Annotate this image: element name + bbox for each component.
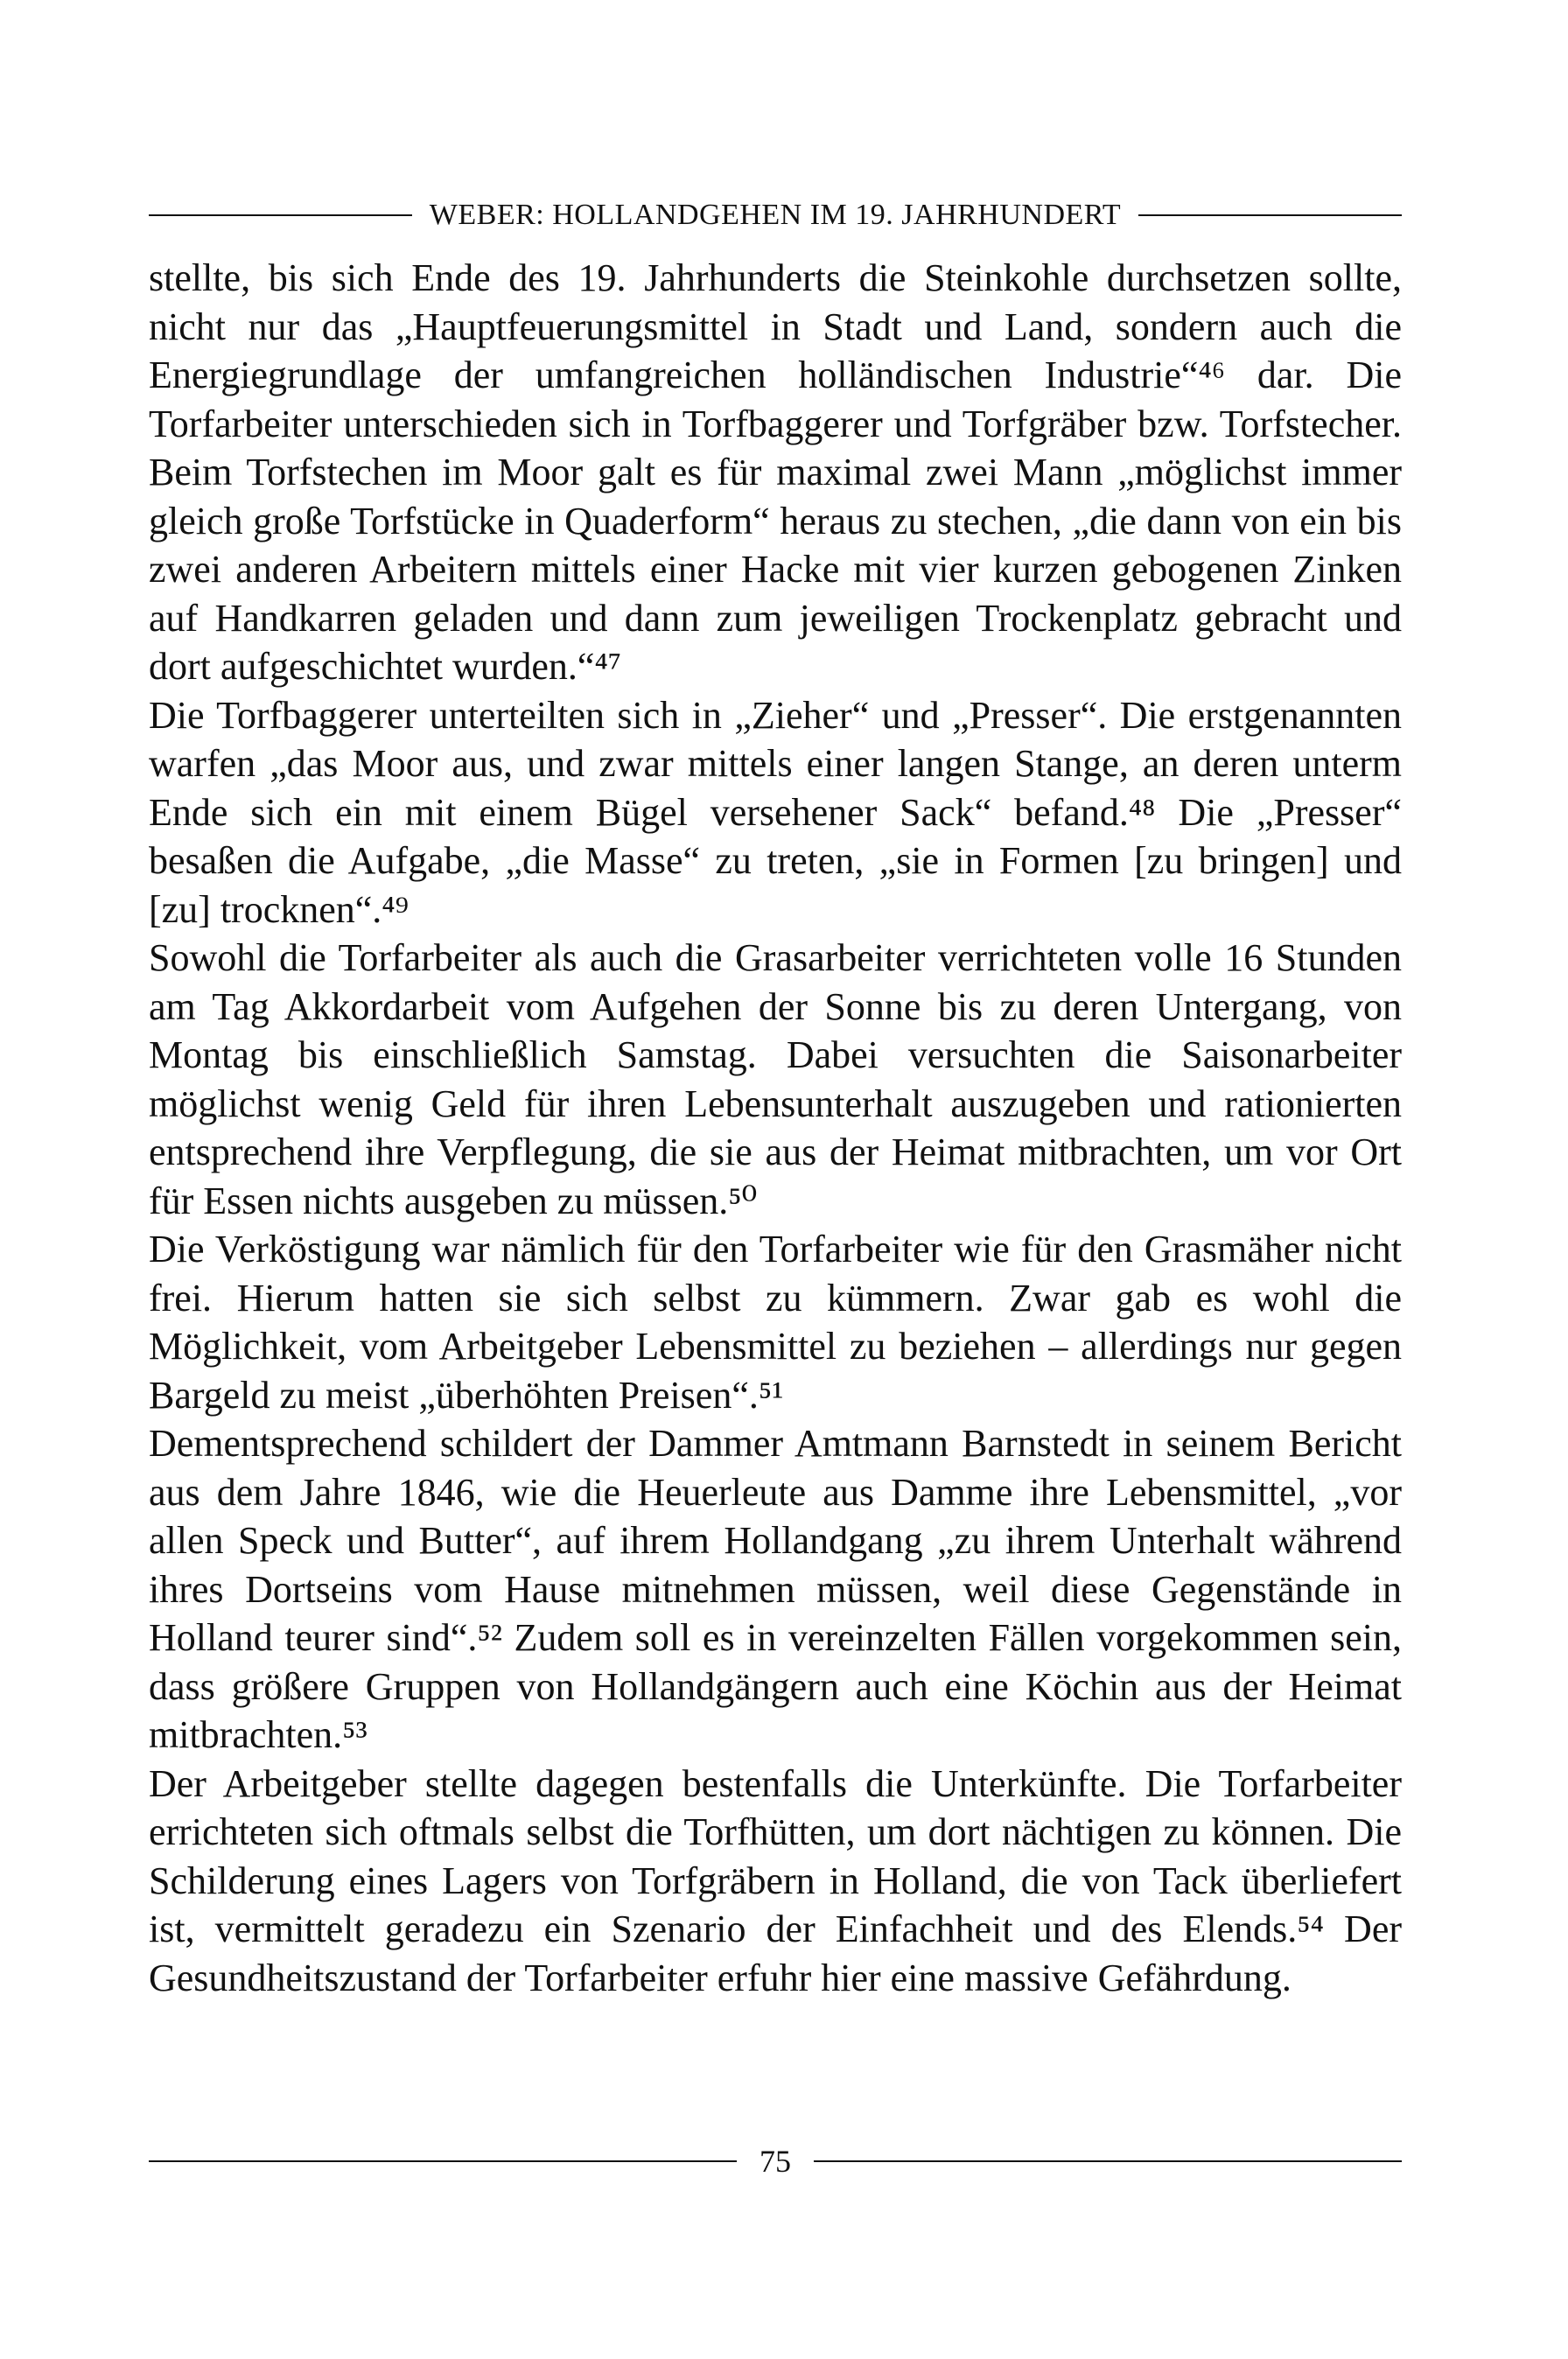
header-rule-left bbox=[149, 214, 412, 216]
page-footer bbox=[149, 2142, 1402, 2180]
paragraph: stellte, bis sich Ende des 19. Jahrhunderts die Steinkohle durchsetzen sollte, nicht nur das „Hauptfeuerungsmittel in Stadt und Land, sondern auch die Energiegrundlage der umfangreichen holländischen Industrie“⁴⁶ dar. Die Torfarbeiter unterschieden sich in Torfbaggerer und Torfgräber bzw. Torfstecher. Beim Torfstechen im Moor galt es für maximal zwei Mann „möglichst immer gleich große Torfstücke in Quaderform“ heraus zu stechen, „die dann von ein bis zwei anderen Arbeitern mittels einer Hacke mit vier kurzen gebogenen Zinken auf Handkarren geladen und dann zum jeweiligen Trockenplatz gebracht und dort aufgeschichtet wurden.“⁴⁷ bbox=[149, 256, 1402, 688]
paragraph: Der Arbeitgeber stellte dagegen bestenfalls die Unterkünfte. Die Torfarbeiter errichteten sich oftmals selbst die Torfhütten, um dort nächtigen zu können. Die Schilderung eines Lagers von Torfgräbern in Holland, die von Tack überliefert ist, vermittelt geradezu ein Szenario der Einfachheit und des Elends.⁵⁴ Der Gesundheitszustand der Torfarbeiter erfuhr hier eine massive Gefährdung. bbox=[149, 1761, 1402, 1999]
paragraph: Die Verköstigung war nämlich für den Torfarbeiter wie für den Grasmäher nicht frei. Hierum hatten sie sich selbst zu kümmern. Zwar gab es wohl die Möglichkeit, vom Arbeitgeber Lebensmittel zu beziehen – allerdings nur gegen Bargeld zu meist „überhöhten Preisen“.⁵¹ bbox=[149, 1228, 1402, 1417]
body-text bbox=[149, 254, 1402, 2002]
paragraph: Sowohl die Torfarbeiter als auch die Grasarbeiter verrichteten volle 16 Stunden am Tag Akkordarbeit vom Aufgehen der Sonne bis zu deren Untergang, von Montag bis einschließlich Samstag. Dabei versuchten die Saisonarbeiter möglichst wenig Geld für ihren Lebensunterhalt auszugeben und rationierten entsprechend ihre Verpflegung, die sie aus der Heimat mitbrachten, um vor Ort für Essen nichts ausgeben zu müssen.⁵⁰ bbox=[149, 936, 1402, 1222]
running-header bbox=[149, 194, 1402, 236]
paragraph: Die Torfbaggerer unterteilten sich in „Zieher“ und „Presser“. Die erstgenannten warfen „das Moor aus, und zwar mittels einer langen Stange, an deren unterm Ende sich ein mit einem Bügel versehener Sack“ befand.⁴⁸ Die „Presser“ besaßen die Aufgabe, „die Masse“ zu treten, „sie in Formen [zu bringen] und [zu] trocknen“.⁴⁹ bbox=[149, 693, 1402, 931]
page-number: 75 bbox=[760, 2144, 791, 2179]
footer-rule-left bbox=[149, 2160, 737, 2162]
footer-rule-right bbox=[814, 2160, 1402, 2162]
header-rule-right bbox=[1138, 214, 1402, 216]
running-header-title: WEBER: HOLLANDGEHEN IM 19. JAHRHUNDERT bbox=[429, 199, 1122, 231]
paragraph: Dementsprechend schildert der Dammer Amtmann Barnstedt in seinem Bericht aus dem Jahre 1846, wie die Heuerleute aus Damme ihre Lebensmittel, „vor allen Speck und Butter“, auf ihrem Hollandgang „zu ihrem Unterhalt während ihres Dortseins vom Hause mitnehmen müssen, weil diese Gegenstände in Holland teurer sind“.⁵² Zudem soll es in vereinzelten Fällen vorgekommen sein, dass größere Gruppen von Hollandgängern auch eine Köchin aus der Heimat mitbrachten.⁵³ bbox=[149, 1422, 1402, 1756]
